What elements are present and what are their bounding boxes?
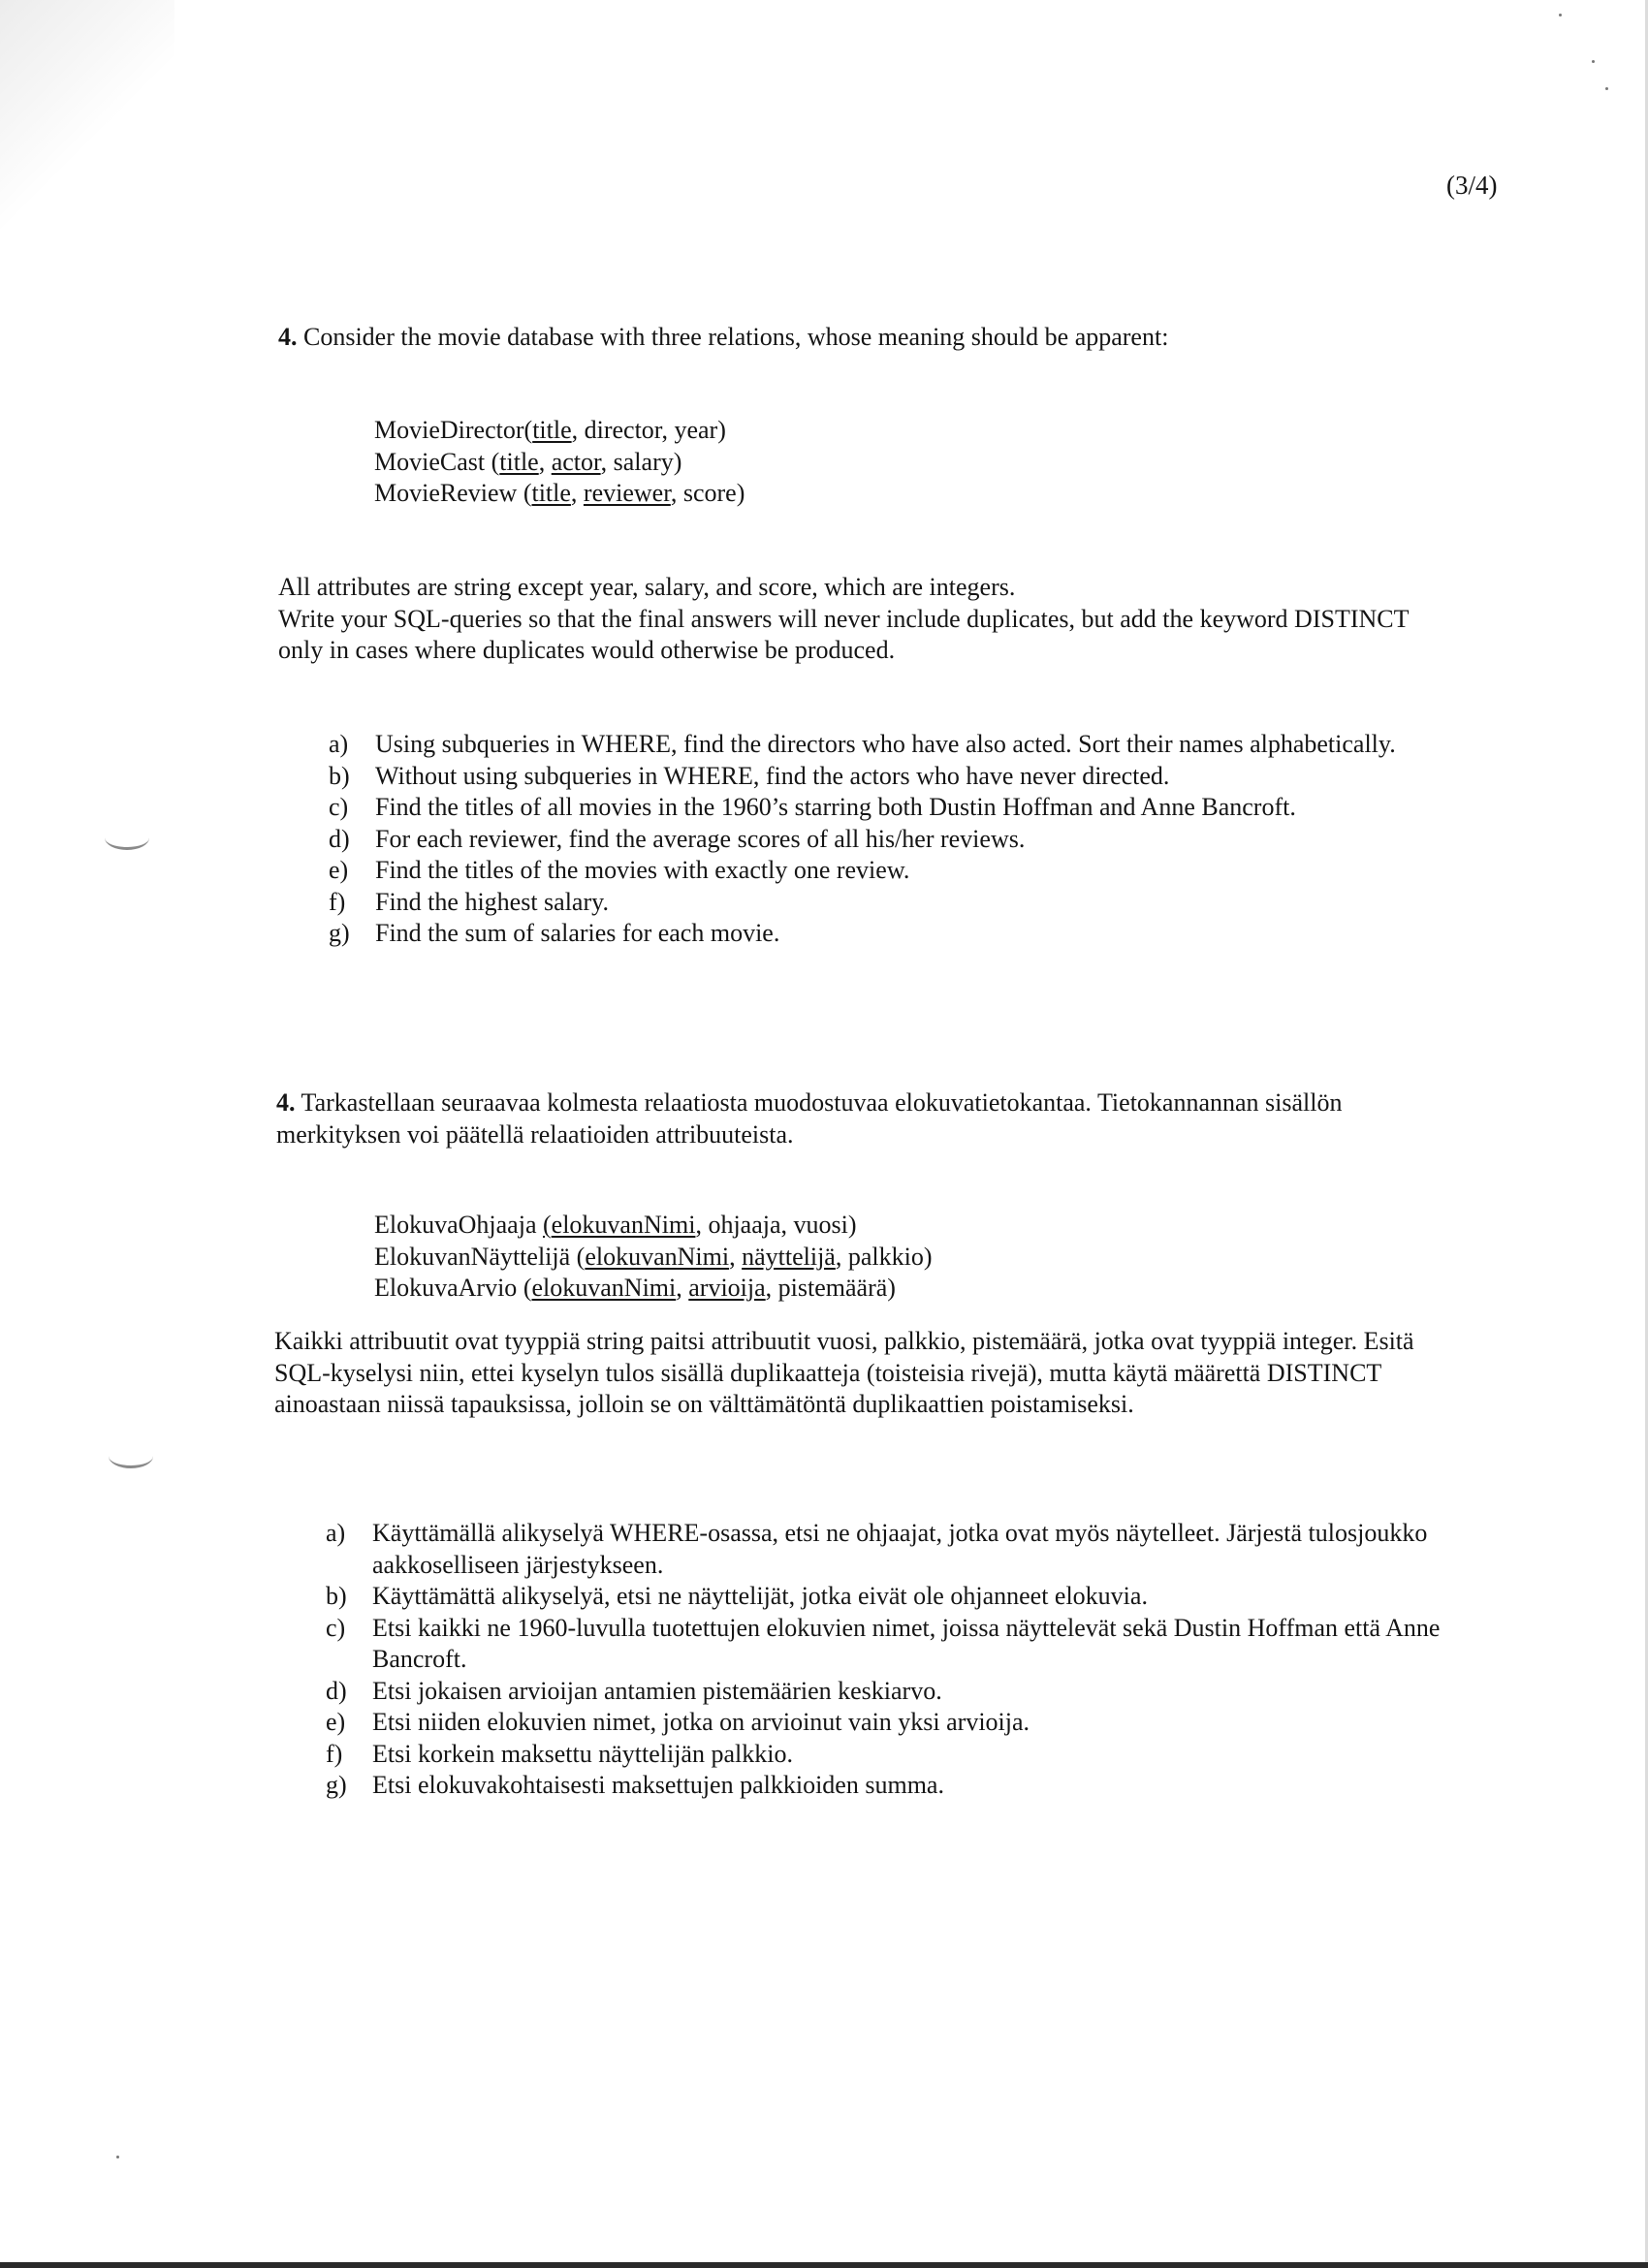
english-relations xyxy=(374,415,745,510)
list-item: e) Etsi niiden elokuvien nimet, jotka on arvioinut vain yksi arvioija. xyxy=(326,1708,1030,1736)
finnish-question-list xyxy=(326,1518,1440,1802)
relation-movie-cast: MovieCast (title, actor, salary) xyxy=(374,447,682,476)
scan-speck xyxy=(1592,60,1595,63)
page-number: (3/4) xyxy=(1446,171,1498,200)
english-instructions: All attributes are string except year, salary, and score, which are integers. Write your SQL-queries so that the final answers will never include duplicates, but add the keyword DISTINCT only in cases where duplicates would otherwise be produced. xyxy=(278,573,1410,664)
relation-movie-review: MovieReview (title, reviewer, score) xyxy=(374,479,745,507)
question-number: 4. xyxy=(278,323,298,351)
question-number: 4. xyxy=(276,1088,296,1117)
relation-movie-director: MovieDirector(title, director, year) xyxy=(374,416,726,444)
scan-bottom-edge xyxy=(0,2262,1648,2268)
question-intro: Consider the movie database with three relations, whose meaning should be apparent: xyxy=(303,323,1169,351)
list-item: f) Find the highest salary. xyxy=(329,887,609,916)
list-item: d) For each reviewer, find the average scores of all his/her reviews. xyxy=(329,824,1026,853)
list-item: a) Käyttämällä alikyselyä WHERE-osassa, etsi ne ohjaajat, jotka ovat myös näytelleet. Järjestä tulosjoukko aakkoselliseen järjestykseen. xyxy=(326,1519,1428,1579)
scan-speck xyxy=(116,2156,119,2158)
scan-speck xyxy=(1605,87,1608,90)
scan-shadow-corner xyxy=(0,0,174,252)
list-item: g) Find the sum of salaries for each movie. xyxy=(329,919,780,947)
list-item: d) Etsi jokaisen arvioijan antamien pistemäärien keskiarvo. xyxy=(326,1676,942,1705)
english-question-heading xyxy=(278,322,1168,354)
list-item: b) Käyttämättä alikyselyä, etsi ne näyttelijät, jotka eivät ole ohjanneet elokuvia. xyxy=(326,1582,1148,1610)
finnish-relations xyxy=(374,1210,933,1305)
punch-hole-mark xyxy=(109,1444,153,1468)
list-item: e) Find the titles of the movies with exactly one review. xyxy=(329,856,910,884)
finnish-question-heading: 4. Tarkastellaan seuraavaa kolmesta relaatiosta muodostuvaa elokuvatietokantaa. Tietokannannan sisällön merkityksen voi päätellä relaatioiden attribuuteista. xyxy=(276,1088,1343,1149)
list-item: c) Find the titles of all movies in the 1960’s starring both Dustin Hoffman and Anne Bancroft. xyxy=(329,793,1296,821)
finnish-instructions: Kaikki attribuutit ovat tyyppiä string paitsi attribuutit vuosi, palkkio, pistemäärä, jotka ovat tyyppiä integer. Esitä SQL-kyselysi niin, ettei kyselyn tulos sisällä duplikaatteja (toisteisia rivejä), mutta käytä määrettä DISTINCT ainoastaan niissä tapauksissa, jolloin se on välttämätöntä duplikaattien poistamiseksi. xyxy=(274,1327,1414,1418)
list-item: b) Without using subqueries in WHERE, find the actors who have never directed. xyxy=(329,761,1170,790)
list-item: g) Etsi elokuvakohtaisesti maksettujen palkkioiden summa. xyxy=(326,1771,944,1799)
relation-elokuva-ohjaaja: ElokuvaOhjaaja (elokuvanNimi, ohjaaja, vuosi) xyxy=(374,1211,857,1239)
list-item: c) Etsi kaikki ne 1960-luvulla tuotettujen elokuvien nimet, joissa näyttelevät sekä Dustin Hoffman että Anne Bancroft. xyxy=(326,1613,1441,1673)
list-item: a) Using subqueries in WHERE, find the directors who have also acted. Sort their names alphabetically. xyxy=(329,730,1396,758)
english-question-list xyxy=(329,729,1396,950)
scan-speck xyxy=(1559,14,1562,16)
relation-elokuvan-nayttelija: ElokuvanNäyttelijä (elokuvanNimi, näyttelijä, palkkio) xyxy=(374,1242,933,1271)
punch-hole-mark xyxy=(105,826,149,850)
relation-elokuva-arvio: ElokuvaArvio (elokuvanNimi, arvioija, pistemäärä) xyxy=(374,1274,896,1302)
list-item: f) Etsi korkein maksettu näyttelijän palkkio. xyxy=(326,1739,793,1768)
